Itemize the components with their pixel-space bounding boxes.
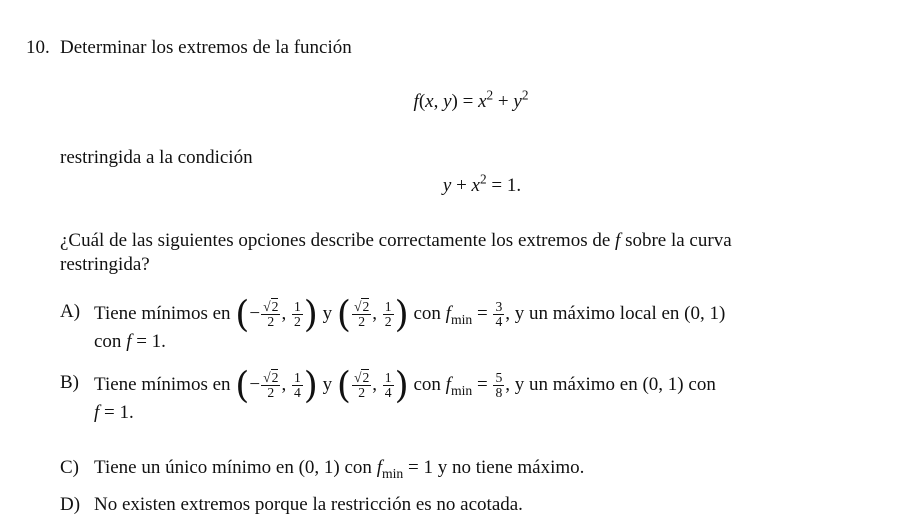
option-a [60,293,905,353]
option-b-text: Tiene mínimos en (− $\frac{√2}{2}$ , $\frac{1}{4}$ ) y ( $\frac{√2}{2}$ , $\frac{1}{4}$ ) con $f_{min}$ = $\frac{5}{8}$ , y un máximo en (0, 1) con f = 1. [94,364,716,423]
option-d [60,493,905,517]
question-line-2: restringida? [60,254,150,275]
restriction-text: restringida a la condición [60,147,253,168]
option-b-label: B) [60,372,79,393]
function-equation: f(x, $y) = x^2 + y^2$ [413,87,529,112]
option-a-text: Tiene mínimos en (− $\frac{√2}{2}$ , $\frac{1}{2}$ ) y ( $\frac{√2}{2}$ , $\frac{1}{2}$ ) con $f_{min}$ = $\frac{3}{4}$ , y un máximo local en (0, 1) con f = 1. [94,293,726,352]
option-b [60,364,905,424]
option-c [60,456,905,480]
option-d-label: D) [60,494,81,515]
problem-intro: Determinar los extremos de la función [60,37,352,58]
option-c-label: C) [60,457,79,478]
option-a-label: A) [60,301,81,322]
problem-number: 10. [26,37,50,58]
question-line-1: ¿Cuál de las siguientes opciones describe correctamente los extremos de f sobre la curva [60,230,732,251]
option-d-text: No existen extremos porque la restricción es no acotada. [94,494,523,515]
option-c-text: Tiene un único mínimo en (0, 1) con $f_{min} = 1$ y no tiene máximo. [94,457,585,481]
constraint-equation: $y + x^2 = 1$. [442,171,522,196]
